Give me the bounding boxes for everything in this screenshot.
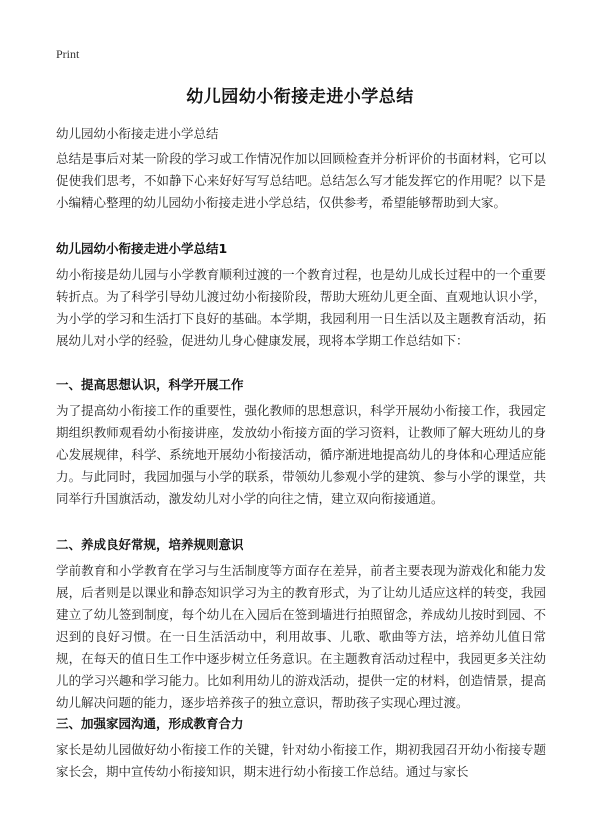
paragraph-4: 家长是幼儿园做好幼小衔接工作的关键，针对幼小衔接工作，期初我园召开幼小衔接专题家长会，期中宣传幼小衔接知识，期末进行幼小衔接工作总结。通过与家长 [56,742,546,779]
paragraph-2: 为了提高幼小衔接工作的重要性，强化教师的思想意识，科学开展幼小衔接工作，我园定期组织教师观看幼小衔接讲座，发放幼小衔接方面的学习资料，让教师了解大班幼儿的身心发展规律，科学、系统地开展幼小衔接活动，循序渐进地提高幼儿的身体和心理适应能力。与此同时，我园加强与小学的联系，带领幼儿参观小学的建筑、参与小学的课堂，共同举行升国旗活动，激发幼儿对小学的向往之情，建立双向衔接通道。 [56,403,546,506]
heading-1: 一、提高思想认识，科学开展工作 [56,377,244,392]
heading-2: 二、养成良好常规，培养规则意识 [56,537,244,552]
page-title: 幼儿园幼小衔接走进小学总结 [186,87,414,107]
print-label[interactable]: Print [56,47,80,61]
intro-paragraph: 总结是事后对某一阶段的学习或工作情况作加以回顾检查并分析评价的书面材料，它可以促使我们思考，不如静下心来好好写写总结吧。总结怎么写才能发挥它的作用呢？以下是小编精心整理的幼儿园幼小衔接走进小学总结，仅供参考，希望能够帮助到大家。 [56,151,546,210]
document-subtitle: 幼儿园幼小衔接走进小学总结 [56,126,219,141]
paragraph-3: 学前教育和小学教育在学习与生活制度等方面存在差异，前者主要表现为游戏化和能力发展，后者则是以课业和静态知识学习为主的教育形式，为了让幼儿适应这样的转变，我园建立了幼儿签到制度，每个幼儿在入园后在签到墙进行拍照留念，养成幼儿按时到园、不迟到的良好习惯。在一日生活活动中，利用故事、儿歌、歌曲等方法，培养幼儿值日常规，在每天的值日生工作中逐步树立任务意识。在主题教育活动过程中，我园更多关注幼儿的学习兴趣和学习能力。比如利用幼儿的游戏活动，提供一定的材料，创造情景，提高幼儿解决问题的能力，逐步培养孩子的独立意识，帮助孩子实现心理过渡。 [56,563,546,710]
section-title: 幼儿园幼小衔接走进小学总结1 [56,241,228,256]
heading-3: 三、加强家园沟通，形成教育合力 [56,716,244,731]
paragraph-1: 幼小衔接是幼儿园与小学教育顺利过渡的一个教育过程，也是幼儿成长过程中的一个重要转折点。为了科学引导幼儿渡过幼小衔接阶段，帮助大班幼儿更全面、直观地认识小学，为小学的学习和生活打下良好的基础。本学期，我园利用一日生活以及主题教育活动，拓展幼儿对小学的经验，促进幼儿身心健康发展，现将本学期工作总结如下： [56,267,546,348]
